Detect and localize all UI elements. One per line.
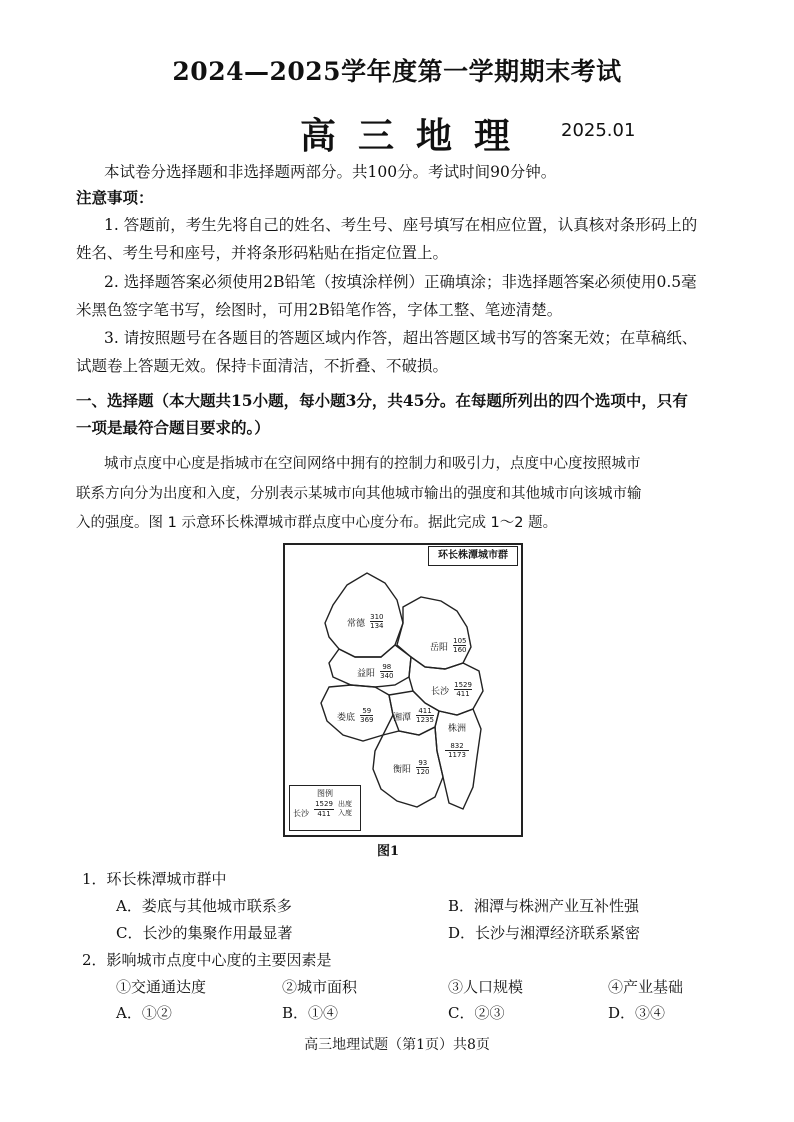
city-yueyang xyxy=(430,635,466,654)
city-name: 衡阳 xyxy=(393,765,412,775)
map-legend xyxy=(289,785,361,831)
city-out: 93 xyxy=(416,759,429,768)
q2-factor: ①交通通达度 xyxy=(116,978,207,996)
city-zhuzhou xyxy=(445,721,469,759)
city-name: 湘潭 xyxy=(393,713,412,723)
city-changsha xyxy=(431,679,472,698)
passage-line: 入的强度。图 1 示意环长株潭城市群点度中心度分布。据此完成 1～2 题。 xyxy=(76,515,558,531)
notice-line: 2. 选择题答案必须使用2B铅笔（按填涂样例）正确填涂；非选择题答案必须使用0.5毫 xyxy=(104,273,697,291)
question-1-stem: 1．环长株潭城市群中 xyxy=(82,870,227,888)
section-heading: 一、选择题（本大题共15小题，每小题3分，共45分。在每题所列出的四个选项中，只有 xyxy=(76,391,688,410)
q1-option-d: D．长沙与湘潭经济联系紧密 xyxy=(448,924,641,942)
q1-option-b: B．湘潭与株洲产业互补性强 xyxy=(448,897,640,915)
city-name: 常德 xyxy=(347,619,366,629)
city-out: 59 xyxy=(360,707,373,716)
city-in: 411 xyxy=(456,690,470,698)
city-in: 369 xyxy=(360,716,374,724)
city-name: 长沙 xyxy=(431,687,450,697)
exam-date: 2025.01 xyxy=(561,120,636,141)
legend-out-label: 出度 xyxy=(338,800,352,808)
question-2-stem: 2．影响城市点度中心度的主要因素是 xyxy=(82,951,332,969)
passage-line: 城市点度中心度是指城市在空间网络中拥有的控制力和吸引力，点度中心度按照城市 xyxy=(104,456,641,472)
city-out: 1529 xyxy=(454,681,472,689)
city-name: 娄底 xyxy=(337,713,356,723)
q2-factor: ④产业基础 xyxy=(608,978,684,996)
intro-text: 本试卷分选择题和非选择题两部分。共100分。考试时间90分钟。 xyxy=(104,163,557,181)
q2-option-b: B．①④ xyxy=(282,1004,339,1022)
exam-title: 2024—2025学年度第一学期期末考试 xyxy=(172,57,622,86)
legend-title: 图例 xyxy=(317,789,333,798)
page-footer: 高三地理试题（第1页）共8页 xyxy=(304,1037,490,1053)
city-in: 120 xyxy=(416,768,430,776)
q2-option-c: C．②③ xyxy=(448,1004,505,1022)
city-yiyang xyxy=(357,661,393,680)
city-changde xyxy=(347,611,383,630)
q2-option-a: A．①② xyxy=(116,1004,172,1022)
city-in: 340 xyxy=(380,672,394,680)
legend-city: 长沙 xyxy=(293,809,309,818)
city-xiangtan xyxy=(393,705,434,724)
notice-line: 3. 请按照题号在各题目的答题区域内作答，超出答题区域书写的答案无效；在草稿纸、 xyxy=(104,329,698,347)
subject-title: 高三地理 xyxy=(300,115,533,157)
city-out: 105 xyxy=(453,637,467,645)
notice-line: 米黑色签字笔书写，绘图时，可用2B铅笔作答，字体工整、笔迹清楚。 xyxy=(76,301,563,319)
city-hengyang xyxy=(393,757,429,776)
city-in: 1235 xyxy=(416,716,434,724)
city-name: 岳阳 xyxy=(430,643,449,653)
city-out: 98 xyxy=(380,663,393,672)
city-in: 1173 xyxy=(448,751,466,759)
legend-in-label: 入度 xyxy=(338,809,352,817)
city-loudi xyxy=(337,705,373,724)
map-title: 环长株潭城市群 xyxy=(428,546,518,566)
q2-option-d: D．③④ xyxy=(608,1004,666,1022)
notice-line: 1. 答题前，考生先将自己的姓名、考生号、座号填写在相应位置，认真核对条形码上的 xyxy=(104,216,698,234)
city-out: 310 xyxy=(370,613,384,621)
city-name: 株洲 xyxy=(447,724,466,734)
legend-out: 1529 xyxy=(315,800,333,808)
notice-line: 姓名、考生号和座号，并将条形码粘贴在指定位置上。 xyxy=(76,244,449,262)
city-out: 832 xyxy=(445,742,469,751)
city-name: 益阳 xyxy=(357,669,376,679)
q2-factor: ②城市面积 xyxy=(282,978,358,996)
map-figure xyxy=(283,543,523,837)
city-in: 160 xyxy=(453,646,467,654)
region-yueyang xyxy=(397,597,471,669)
notice-heading: 注意事项： xyxy=(76,188,154,207)
figure-caption: 图1 xyxy=(377,844,400,859)
q2-factor: ③人口规模 xyxy=(448,978,524,996)
city-out: 411 xyxy=(416,707,434,716)
notice-line: 试题卷上答题无效。保持卡面清洁，不折叠、不破损。 xyxy=(76,357,449,375)
passage-line: 联系方向分为出度和入度，分别表示某城市向其他城市输出的强度和其他城市向该城市输 xyxy=(76,486,642,502)
legend-in: 411 xyxy=(317,810,331,818)
section-heading-cont: 一项是最符合题目要求的。） xyxy=(76,418,270,437)
q1-option-c: C．长沙的集聚作用最显著 xyxy=(116,924,293,942)
q1-option-a: A．娄底与其他城市联系多 xyxy=(116,897,292,915)
city-in: 134 xyxy=(370,622,384,630)
